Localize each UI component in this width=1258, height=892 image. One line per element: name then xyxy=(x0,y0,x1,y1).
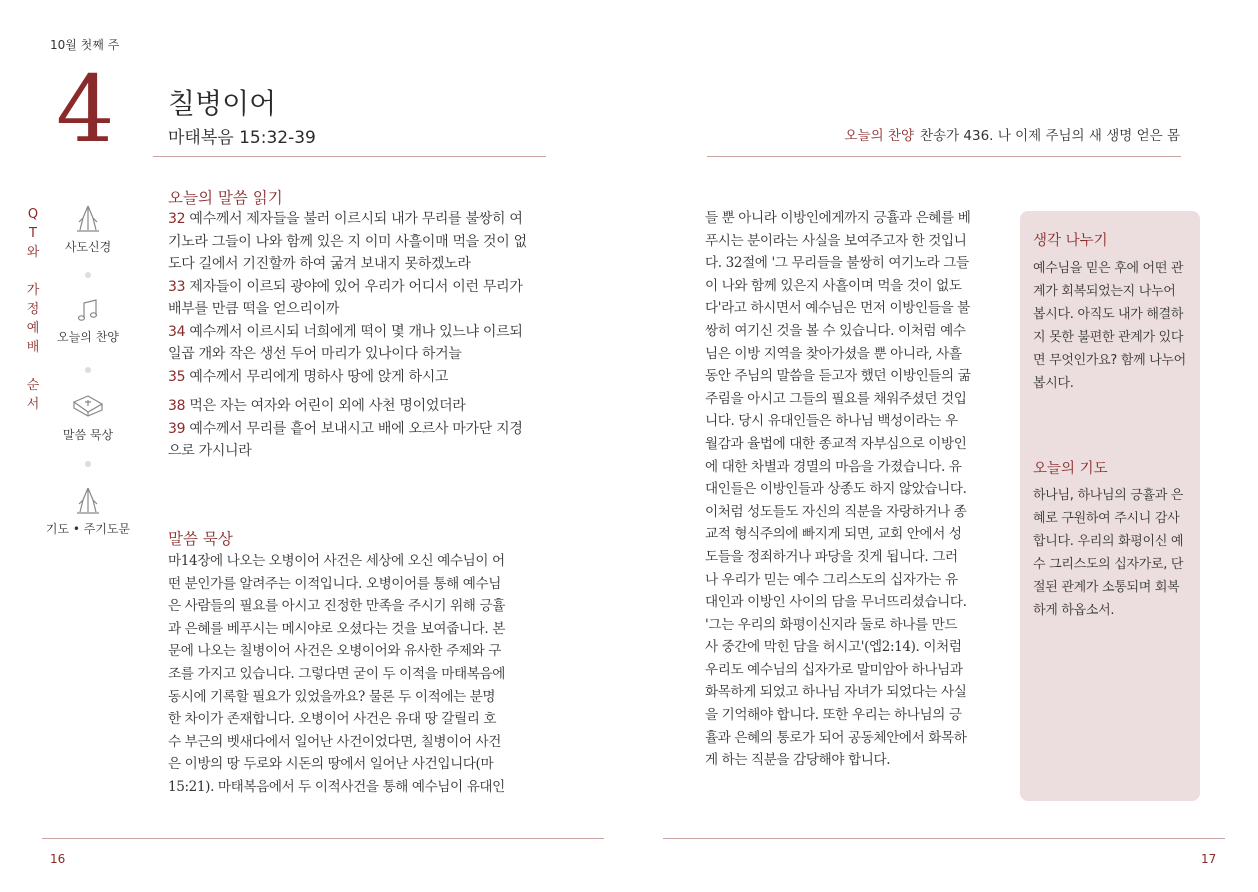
lesson-number: 4 xyxy=(56,56,115,163)
text-line: 은 이방의 땅 두로와 시돈의 땅에서 일어난 사건입니다(마 xyxy=(168,756,494,773)
prayer-text xyxy=(1033,484,1193,622)
meditation-title: 말씀 묵상 xyxy=(168,530,233,548)
vertical-label-char: 가 xyxy=(26,283,40,298)
verse-number: 34 xyxy=(168,323,186,340)
text-line: 화목하게 되었고 하나님 자녀가 되었다는 사실 xyxy=(705,684,967,701)
sidebar-dot xyxy=(85,461,91,467)
vertical-label-char xyxy=(24,357,42,376)
text-line: 게 하는 직분을 감당해야 합니다. xyxy=(705,752,891,769)
meditation-text-right xyxy=(705,207,997,772)
text-line: 푸시는 분이라는 사실을 보여주고자 한 것입니 xyxy=(705,232,967,249)
verse-item xyxy=(168,321,553,366)
text-line: 지 못한 불편한 관계가 있다 xyxy=(1033,330,1184,345)
prayer-title: 오늘의 기도 xyxy=(1033,461,1108,477)
text-line: 휼과 은혜의 통로가 되어 공동체안에서 화목하 xyxy=(705,729,967,746)
vertical-label-char xyxy=(24,262,42,281)
verse-line xyxy=(168,276,553,299)
header-divider-right xyxy=(707,156,1181,157)
text-line: 계가 회복되었는지 나누어 xyxy=(1033,284,1176,299)
text-line: 절된 관계가 소통되며 회복 xyxy=(1033,580,1180,595)
verse-text: 도다 길에서 기진할까 하여 굶겨 보내지 못하겠노라 xyxy=(168,256,471,272)
text-line: 조를 가지고 있습니다. 그렇다면 굳이 두 이적을 마태복음에 xyxy=(168,665,505,682)
verse-line xyxy=(168,298,553,321)
week-label: 10월 첫째 주 xyxy=(50,38,120,52)
text-line: 마14장에 나오는 오병이어 사건은 세상에 오신 예수님이 어 xyxy=(168,553,505,569)
music-note-icon xyxy=(71,298,105,324)
verse-number: 32 xyxy=(168,211,186,227)
verse-line xyxy=(168,208,553,231)
text-line: 혜로 구원하여 주시니 감사 xyxy=(1033,511,1180,526)
verse-text: 예수께서 이르시되 너희에게 떡이 몇 개나 있느냐 이르되 xyxy=(185,323,523,340)
text-line: 하게 하옵소서. xyxy=(1033,603,1115,618)
text-line: '그는 우리의 화평이신지라 둘로 하나를 만드 xyxy=(705,616,958,633)
sidebar-item-label: 오늘의 찬양 xyxy=(57,330,119,344)
hymn-label: 오늘의 찬양 xyxy=(844,128,914,144)
text-line: 과 은혜를 베푸시는 메시야로 오셨다는 것을 보여줍니다. 본 xyxy=(168,620,505,637)
text-line: 에 대한 차별과 경멸의 마음을 가졌습니다. 유 xyxy=(705,458,962,475)
verse-text: 으로 가시니라 xyxy=(168,443,252,459)
verse-line xyxy=(168,418,553,441)
verse-line xyxy=(168,366,553,389)
sidebar-dot xyxy=(85,272,91,278)
verse-item xyxy=(168,395,553,418)
sidebar-dot xyxy=(85,367,91,373)
meditation-text-left xyxy=(168,550,548,799)
text-line: 15:21). 마태복음에서 두 이적사건을 통해 예수님이 유대인 xyxy=(168,778,505,795)
text-line: 은 사람들의 필요를 아시고 진정한 만족을 주시기 위해 긍휼 xyxy=(168,598,505,615)
text-line: 문에 나오는 칠병이어 사건은 오병이어와 유사한 주제와 구 xyxy=(168,643,502,660)
todays-hymn xyxy=(844,124,1180,144)
text-line: 떤 분인가를 알려주는 이적입니다. 오병이어를 통해 예수님 xyxy=(168,575,502,592)
verse-text: 기노라 그들이 나와 함께 있은 지 이미 사흘이매 먹을 것이 없 xyxy=(168,233,527,250)
praying-hands-icon xyxy=(71,204,105,234)
text-line: 주림을 아시고 그들의 필요를 채워주셨던 것입 xyxy=(705,390,967,407)
vertical-label-char: 서 xyxy=(26,397,40,412)
verse-number: 35 xyxy=(168,368,186,385)
verse-item xyxy=(168,366,553,389)
vertical-label-char: 예 xyxy=(26,321,40,336)
page-number-right: 17 xyxy=(1201,852,1217,866)
text-line: 을 기억해야 합니다. 또한 우리는 하나님의 긍 xyxy=(705,707,962,724)
reading-title: 오늘의 말씀 읽기 xyxy=(168,189,283,207)
sharing-title: 생각 나누기 xyxy=(1033,233,1108,249)
text-line: 봅시다. xyxy=(1033,376,1074,391)
sharing-text xyxy=(1033,257,1193,395)
text-line: 다'라고 하시면서 예수님은 먼저 이방인들을 불 xyxy=(705,300,970,317)
text-line: 다. 32절에 '그 무리들을 불쌍히 여기노라 그들 xyxy=(705,255,969,272)
text-line: 니다. 당시 유대인들은 하나님 백성이라는 우 xyxy=(705,413,958,430)
text-line: 님은 이방 지역을 찾아가셨을 뿐 아니라, 사흘 xyxy=(705,345,962,362)
text-line: 한 차이가 존재합니다. 오병이어 사건은 유대 땅 갈릴리 호 xyxy=(168,711,497,728)
hymn-text: 찬송가 436. 나 이제 주님의 새 생명 얻은 몸 xyxy=(919,128,1180,144)
verse-text: 배부를 만큼 떡을 얻으리이까 xyxy=(168,301,340,317)
text-line: 우리도 예수님의 십자가로 말미암아 하나님과 xyxy=(705,661,963,678)
verse-item xyxy=(168,208,553,276)
sidebar-item-label: 말씀 묵상 xyxy=(62,428,114,442)
text-line: 봅시다. 아직도 내가 해결하 xyxy=(1033,307,1184,322)
text-line: 도들을 정죄하거나 파당을 짓게 됩니다. 그러 xyxy=(705,548,958,565)
text-line: 대인과 이방인 사이의 담을 무너뜨리셨습니다. xyxy=(705,594,967,611)
text-line: 합니다. 우리의 화평이신 예 xyxy=(1033,534,1184,549)
text-line: 면 무엇인가요? 함께 나누어 xyxy=(1033,353,1186,368)
vertical-label-char: 순 xyxy=(26,378,40,393)
verse-text: 예수께서 무리를 흩어 보내시고 배에 오르사 마가단 지경 xyxy=(185,420,523,437)
text-line: 동안 주님의 말씀을 듣고자 했던 이방인들의 굶 xyxy=(705,368,971,385)
verse-number: 38 xyxy=(168,398,186,414)
verse-number: 33 xyxy=(168,278,186,295)
vertical-label-char: 배 xyxy=(26,340,40,355)
text-line: 나 우리가 믿는 예수 그리스도의 십자가는 유 xyxy=(705,571,958,588)
footer-divider-left xyxy=(42,838,604,839)
text-line: 들 뿐 아니라 이방인에게까지 긍휼과 은혜를 베 xyxy=(705,210,971,226)
text-line: 교적 형식주의에 빠지게 되면, 교회 안에서 성 xyxy=(705,526,962,543)
sidebar-item-label: 사도신경 xyxy=(64,240,112,254)
footer-divider-right xyxy=(663,838,1225,839)
vertical-label-char: 정 xyxy=(26,302,40,317)
sidebar-item-label: 기도 • 주기도문 xyxy=(45,522,131,536)
text-line: 예수님을 믿은 후에 어떤 관 xyxy=(1033,261,1184,276)
verse-number: 39 xyxy=(168,420,186,437)
verse-text: 예수께서 제자들을 불러 이르시되 내가 무리를 불쌍히 여 xyxy=(185,211,523,227)
verse-text: 먹은 자는 여자와 어린이 외에 사천 명이었더라 xyxy=(185,398,466,414)
verse-text: 일곱 개와 작은 생선 두어 마리가 있나이다 하거늘 xyxy=(168,346,462,362)
page-title: 칠병이어 xyxy=(168,87,277,120)
verse-list xyxy=(168,208,553,463)
page-number-left: 16 xyxy=(50,852,66,866)
text-line: 하나님, 하나님의 긍휼과 은 xyxy=(1033,488,1184,503)
text-line: 이처럼 성도들도 자신의 직분을 자랑하거나 종 xyxy=(705,503,967,520)
text-line: 이 나와 함께 있은지 사흘이며 먹을 것이 없도 xyxy=(705,277,962,294)
text-line: 수 그리스도의 십자가로, 단 xyxy=(1033,557,1184,572)
text-line: 수 부근의 벳새다에서 일어난 사건이었다면, 칠병이어 사건 xyxy=(168,733,502,750)
header-divider-left xyxy=(153,156,546,157)
sidebar-item-prayer xyxy=(42,486,134,537)
vertical-label-char: 와 xyxy=(26,245,40,260)
verse-item xyxy=(168,276,553,321)
verse-line xyxy=(168,440,553,463)
text-line: 월감과 율법에 대한 종교적 자부심으로 이방인 xyxy=(705,435,967,452)
verse-item xyxy=(168,418,553,463)
verse-line xyxy=(168,395,553,418)
sidebar-item-creed xyxy=(48,204,128,255)
verse-line xyxy=(168,253,553,276)
text-line: 동시에 기록할 필요가 있었을까요? 물론 두 이적에는 분명 xyxy=(168,688,496,705)
praying-hands-icon xyxy=(71,486,105,516)
vertical-order-label xyxy=(24,205,42,414)
sidebar-item-hymn xyxy=(48,298,128,345)
verse-line xyxy=(168,343,553,366)
verse-line xyxy=(168,231,553,254)
text-line: 쌍히 여기신 것을 볼 수 있습니다. 이처럼 예수 xyxy=(705,322,966,339)
vertical-label-char: T xyxy=(29,226,37,241)
bible-icon xyxy=(70,392,106,422)
verse-line xyxy=(168,321,553,344)
vertical-label-char: Q xyxy=(27,207,39,222)
text-line: 사 중간에 막힌 담을 허시고'(엡2:14). 이처럼 xyxy=(705,639,962,656)
verse-text: 제자들이 이르되 광야에 있어 우리가 어디서 이런 무리가 xyxy=(185,278,523,295)
text-line: 대인들은 이방인들과 상종도 하지 않았습니다. xyxy=(705,481,967,498)
verse-text: 예수께서 무리에게 명하사 땅에 앉게 하시고 xyxy=(185,368,449,385)
sidebar-item-meditation xyxy=(48,392,128,443)
scripture-reference: 마태복음 15:32-39 xyxy=(168,128,316,148)
